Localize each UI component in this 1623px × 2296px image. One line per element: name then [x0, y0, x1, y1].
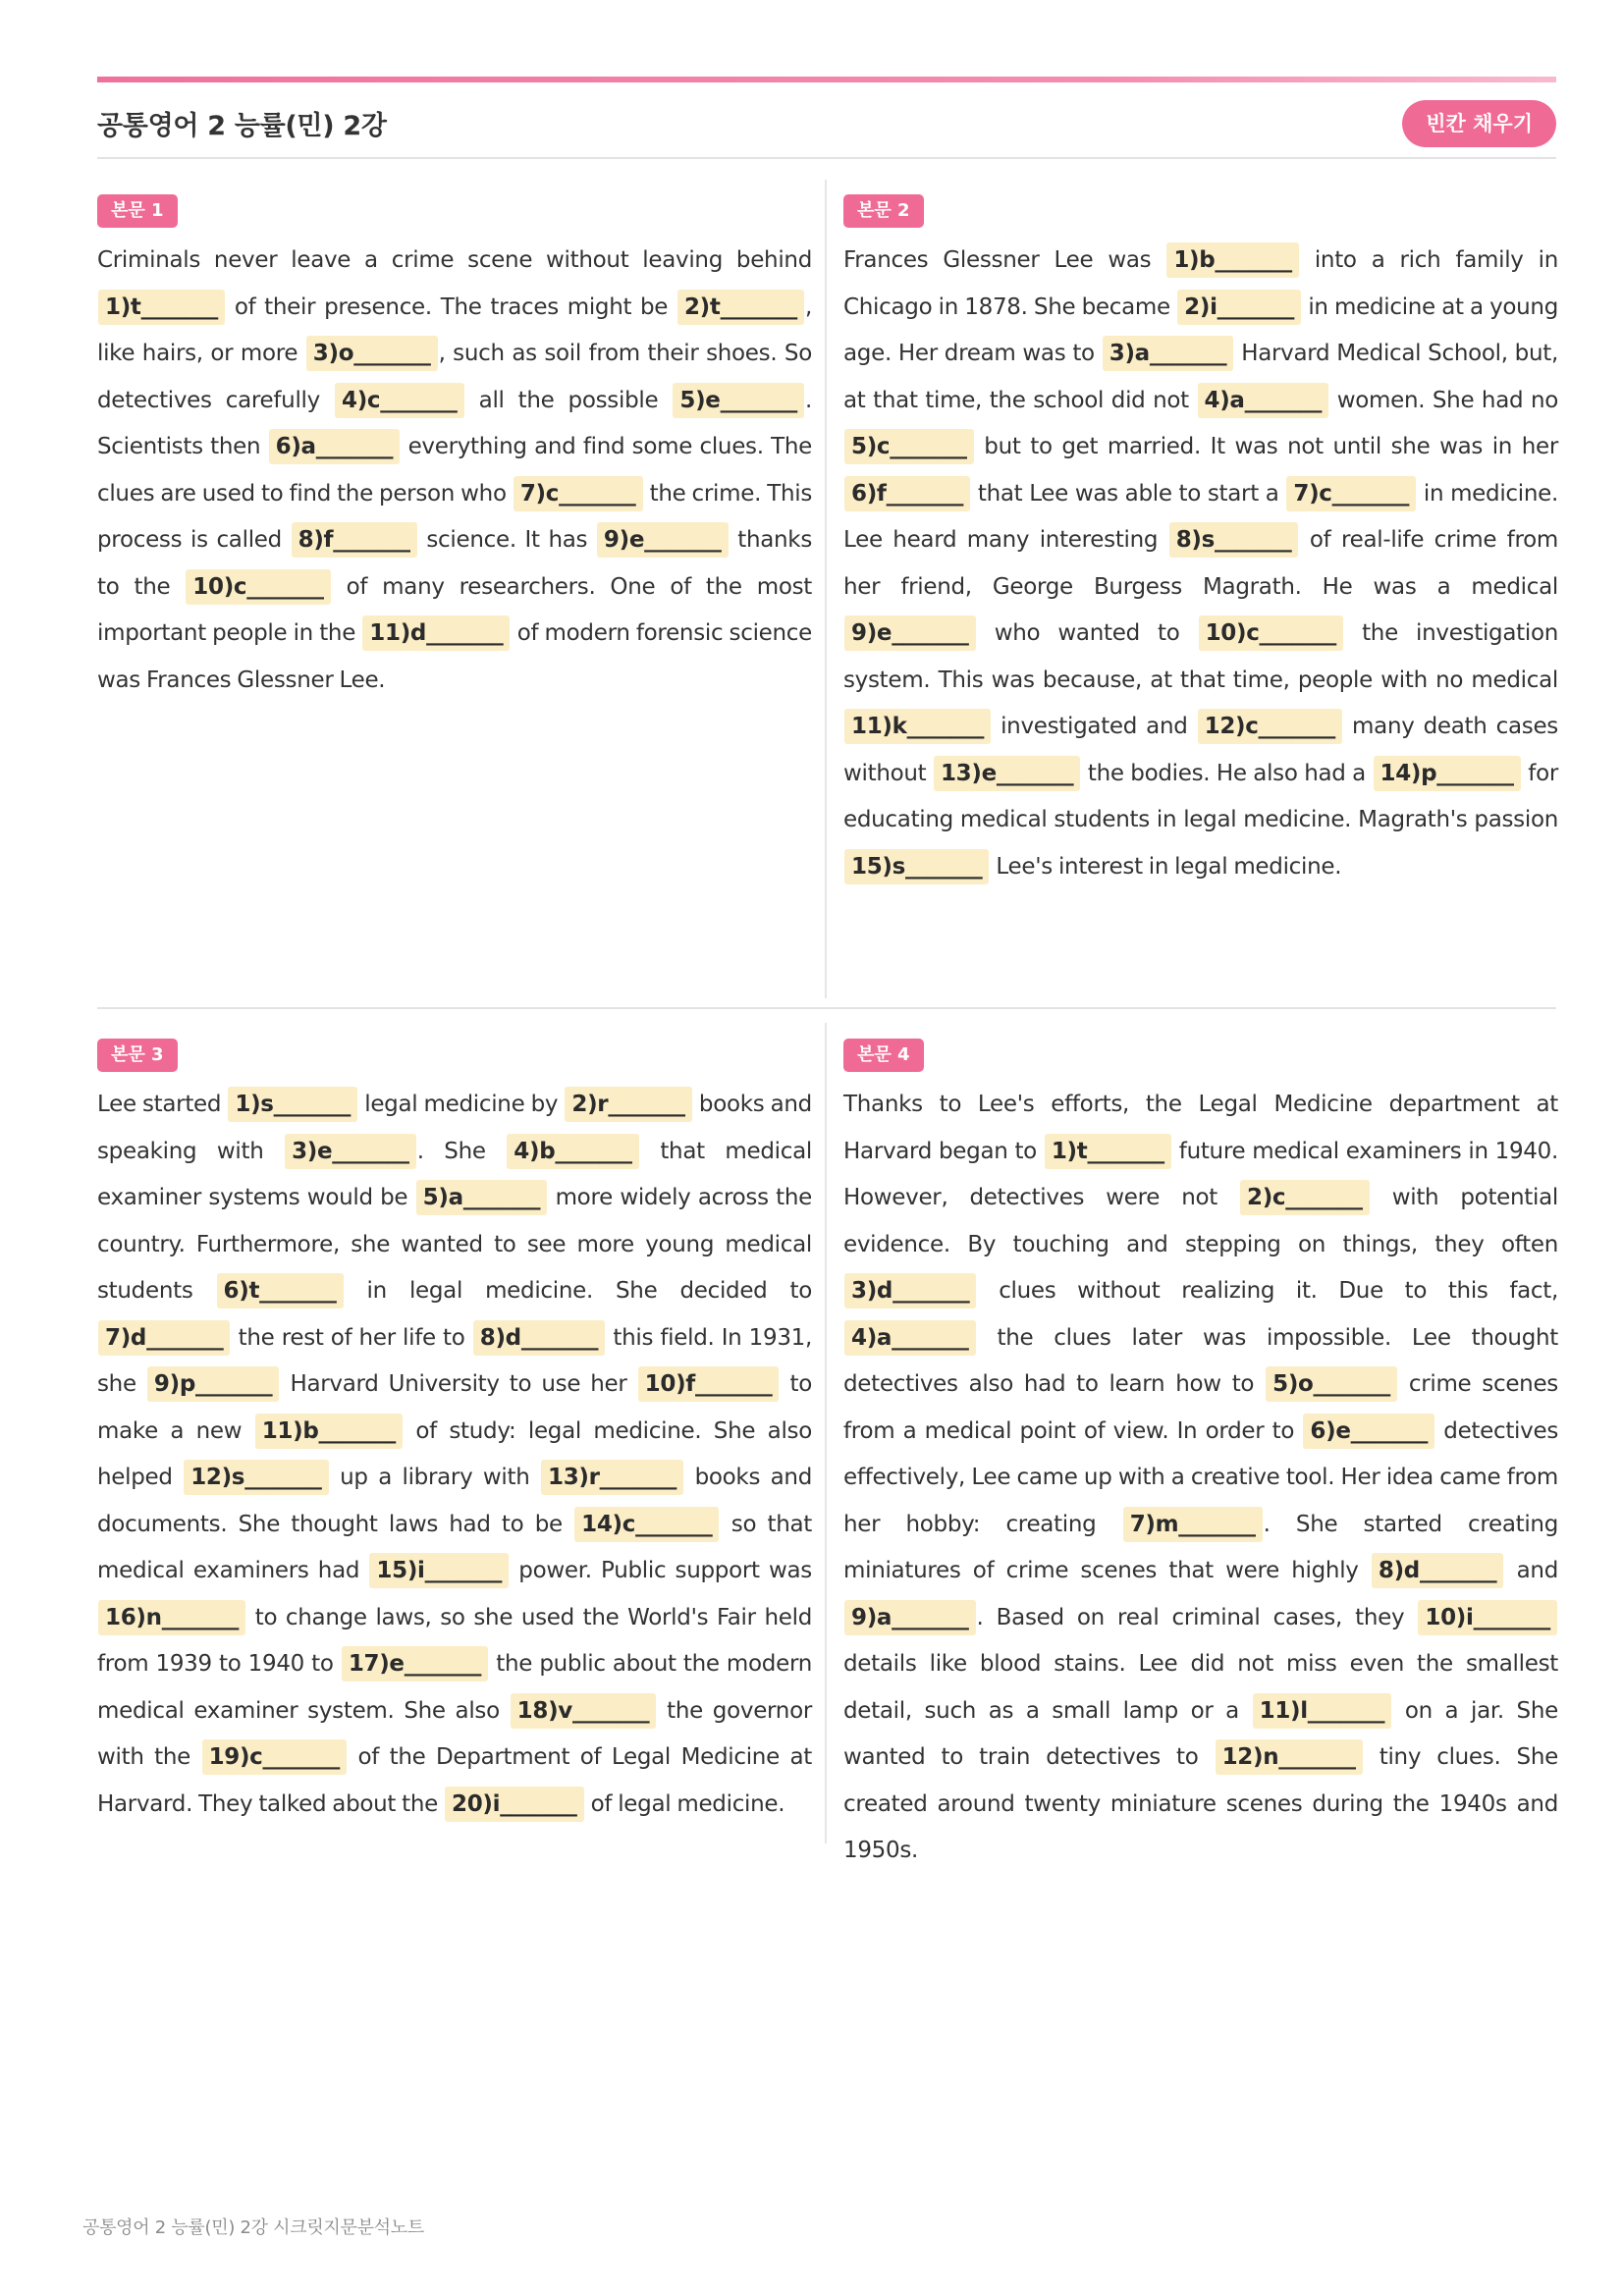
passage-text-run: women. She had no [1329, 387, 1558, 413]
blank-field[interactable]: 1)b_______ [1166, 242, 1298, 278]
blank-field[interactable]: 9)e_______ [844, 615, 976, 651]
row-divider [97, 1007, 1556, 1009]
passage-text-run: of study: legal medicine. She also helped [97, 1417, 812, 1490]
passage-text-run: detectives effectively, Lee came up with a creative tool. Her idea came from her hobby: creating [843, 1417, 1558, 1537]
passage-tag: 본문 2 [843, 194, 924, 228]
passage-text-run: Thanks to Lee's efforts, the Legal Medicine department at Harvard began to [843, 1092, 1558, 1164]
passage-text-run: that medical examiner systems would be [97, 1138, 812, 1210]
passage-text-run: that Lee was able to start a [971, 480, 1286, 507]
passage-text-run: so that medical examiners had [97, 1511, 812, 1583]
passage-text-run: . Based on real criminal cases, they [976, 1604, 1418, 1630]
passage-text-run: tiny clues. She created around twenty miniature scenes during the 1940s and 1950s. [843, 1744, 1558, 1863]
passage-text-run: Harvard University to use her [280, 1371, 637, 1397]
blank-field[interactable]: 5)c_______ [844, 429, 974, 464]
passage-text-run: with potential evidence. By touching and stepping on things, they often [843, 1185, 1558, 1257]
blank-field[interactable]: 8)f_______ [292, 522, 417, 558]
blank-field[interactable]: 2)c_______ [1240, 1180, 1370, 1215]
blank-field[interactable]: 3)a_______ [1103, 336, 1234, 371]
passage-3 [97, 1039, 812, 1828]
passage-text-run: many death cases without [843, 714, 1558, 786]
blank-field[interactable]: 16)n_______ [98, 1600, 245, 1635]
blank-field[interactable]: 15)s_______ [844, 849, 989, 884]
passage-text-run: to make a new [97, 1371, 812, 1444]
column-divider-top [825, 180, 827, 998]
passage-text-run: of their presence. The traces might be [226, 294, 676, 320]
passage-text [843, 238, 1558, 890]
blank-field[interactable]: 4)a_______ [844, 1320, 976, 1356]
passage-text-run: this field. In 1931, she [97, 1324, 812, 1397]
passage-text-run: in medicine. Lee heard many interesting [843, 480, 1558, 553]
passage-text-run: science. It has [417, 527, 596, 553]
blank-field[interactable]: 6)f_______ [844, 476, 970, 511]
blank-field[interactable]: 13)e_______ [934, 756, 1080, 791]
passage-text-run: and [1504, 1558, 1558, 1583]
passage-text-run: the investigation system. This was because, at that time, people with no medical [843, 620, 1559, 693]
blank-field[interactable]: 5)a_______ [416, 1180, 548, 1215]
blank-field[interactable]: 7)c_______ [1286, 476, 1416, 511]
blank-field[interactable]: 10)i_______ [1418, 1600, 1557, 1635]
passage-2 [843, 194, 1558, 890]
blank-field[interactable]: 11)l_______ [1253, 1693, 1392, 1729]
passage-text-run: crime scenes from a medical point of view. In order to [843, 1371, 1558, 1444]
passage-text-run: who wanted to [976, 620, 1198, 646]
blank-field[interactable]: 4)a_______ [1198, 383, 1329, 418]
blank-field[interactable]: 8)s_______ [1169, 522, 1299, 558]
passage-text-run: books and documents. She thought laws had to be [97, 1465, 813, 1537]
page-header [97, 82, 1556, 159]
passage-text [97, 1082, 812, 1828]
passage-tag: 본문 3 [97, 1039, 178, 1072]
passage-text-run: the crime. This process is called [97, 480, 812, 553]
blank-field[interactable]: 6)t_______ [217, 1273, 344, 1308]
passage-text-run: of the Department of Legal Medicine at Harvard. They talked about the [97, 1744, 812, 1817]
passage-text-run: . Scientists then [97, 387, 812, 459]
blank-field[interactable]: 8)d_______ [473, 1320, 605, 1356]
blank-field[interactable]: 8)d_______ [1372, 1553, 1503, 1588]
blank-field[interactable]: 9)a_______ [844, 1600, 976, 1635]
footer-text: 공통영어 2 능률(민) 2강 시크릿지문분석노트 [82, 2217, 424, 2238]
blank-field[interactable]: 2)i_______ [1177, 290, 1301, 325]
passage-text-run: Frances Glessner Lee was [843, 247, 1166, 273]
passage-text-run: more widely across the country. Furthermore, she wanted to see more young medical students [97, 1185, 812, 1304]
blank-field[interactable]: 4)b_______ [507, 1134, 638, 1169]
passage-text-run: thanks to the [97, 527, 813, 600]
blank-field[interactable]: 10)f_______ [638, 1366, 780, 1402]
blank-field[interactable]: 1)t_______ [98, 290, 225, 325]
column-divider-bottom [825, 1023, 827, 1843]
passage-text-run: the clues later was impossible. Lee thought detectives also had to learn how to [843, 1324, 1558, 1397]
blank-field[interactable]: 1)t_______ [1045, 1134, 1171, 1169]
passage-text-run: future medical examiners in 1940. However, detectives were not [843, 1138, 1558, 1210]
blank-field[interactable]: 7)c_______ [514, 476, 643, 511]
passage-text-run: . She [416, 1138, 507, 1164]
passage-text-run: of modern forensic science was Frances Glessner Lee. [97, 620, 812, 693]
blank-field[interactable]: 10)c_______ [1199, 615, 1343, 651]
blank-field[interactable]: 12)s_______ [184, 1460, 328, 1495]
passage-text-run: , like hairs, or more [97, 294, 812, 366]
passage-text-run: but to get married. It was not until she was in her [974, 434, 1558, 459]
page-title: 공통영어 2 능률(민) 2강 [97, 111, 387, 141]
passage-text-run: Criminals never leave a crime scene without leaving behind [97, 247, 812, 273]
blank-field[interactable]: 2)t_______ [677, 290, 804, 325]
passage-text-run: in medicine at a young age. Her dream was to [843, 294, 1559, 366]
fill-in-blank-button[interactable]: 빈칸 채우기 [1402, 100, 1556, 147]
passage-text-run: everything and find some clues. The clues are used to find the person who [97, 434, 812, 507]
blank-field[interactable]: 9)p_______ [147, 1366, 279, 1402]
blank-field[interactable]: 20)i_______ [445, 1787, 584, 1822]
passage-1 [97, 194, 812, 704]
blank-field[interactable]: 3)d_______ [844, 1273, 976, 1308]
blank-field[interactable]: 7)d_______ [98, 1320, 230, 1356]
blank-field[interactable]: 10)c_______ [186, 569, 330, 605]
passage-tag: 본문 4 [843, 1039, 924, 1072]
passage-text-run: investigated and [992, 714, 1197, 739]
passage-text-run: into a rich family in Chicago in 1878. She became [843, 247, 1558, 320]
passage-text-run: Harvard Medical School, but, at that time, the school did not [843, 341, 1558, 413]
blank-field[interactable]: 15)i_______ [369, 1553, 509, 1588]
passage-text-run: in legal medicine. She decided to [344, 1278, 812, 1304]
passage-text-run: power. Public support was [510, 1558, 812, 1583]
passage-text-run: of many researchers. One of the most important people in the [97, 573, 812, 646]
passage-4 [843, 1039, 1558, 1875]
passage-text-run: for educating medical students in legal medicine. Magrath's passion [843, 760, 1559, 832]
blank-field[interactable]: 11)k_______ [844, 709, 991, 744]
blank-field[interactable]: 5)e_______ [673, 383, 804, 418]
passage-text-run: legal medicine by [358, 1092, 565, 1117]
passage-text-run: the public about the modern medical examiner system. She also [97, 1651, 812, 1724]
passage-text-run: Lee's interest in legal medicine. [990, 853, 1342, 880]
blank-field[interactable]: 11)b_______ [255, 1414, 403, 1449]
passage-text-run: details like blood stains. Lee did not miss even the smallest detail, such as a small lamp or a [843, 1651, 1558, 1724]
passage-text-run: to change laws, so she used the World's Fair held from 1939 to 1940 to [97, 1604, 812, 1677]
blank-field[interactable]: 9)e_______ [597, 522, 729, 558]
passage-text-run: of legal medicine. [584, 1790, 785, 1817]
blank-field[interactable]: 13)r_______ [541, 1460, 683, 1495]
blank-field[interactable]: 14)c_______ [574, 1507, 719, 1542]
blank-field[interactable]: 12)c_______ [1198, 709, 1342, 744]
blank-field[interactable]: 1)s_______ [228, 1087, 357, 1122]
passage-text-run: books and speaking with [97, 1092, 812, 1164]
passage-tag: 본문 1 [97, 194, 178, 228]
passage-text [843, 1082, 1558, 1875]
passage-text-run: . She started creating miniatures of crime scenes that were highly [843, 1511, 1558, 1583]
blank-field[interactable]: 7)m_______ [1123, 1507, 1263, 1542]
passage-text-run: clues without realizing it. Due to this fact, [977, 1278, 1558, 1304]
passage-text-run: the bodies. He also had a [1081, 760, 1373, 786]
passage-text-run: of real-life crime from her friend, George Burgess Magrath. He was a medical [843, 527, 1558, 600]
blank-field[interactable]: 19)c_______ [202, 1739, 347, 1775]
blank-field[interactable]: 18)v_______ [511, 1693, 657, 1729]
passage-text-run: on a jar. She wanted to train detectives to [843, 1697, 1558, 1770]
blank-field[interactable]: 4)c_______ [335, 383, 464, 418]
blank-field[interactable]: 5)o_______ [1266, 1366, 1397, 1402]
passage-text-run: the governor with the [97, 1697, 812, 1770]
blank-field[interactable]: 14)p_______ [1374, 756, 1521, 791]
passage-text-run: Lee started [97, 1092, 228, 1117]
blank-field[interactable]: 11)d_______ [362, 615, 510, 651]
passage-text-run: all the possible [464, 387, 673, 413]
blank-field[interactable]: 3)e_______ [285, 1134, 416, 1169]
passage-text-run: the rest of her life to [231, 1324, 472, 1351]
blank-field[interactable]: 3)o_______ [306, 336, 438, 371]
blank-field[interactable]: 6)a_______ [269, 429, 401, 464]
blank-field[interactable]: 6)e_______ [1303, 1414, 1434, 1449]
blank-field[interactable]: 17)e_______ [342, 1646, 488, 1682]
passage-text-run: , such as soil from their shoes. So detectives carefully [97, 341, 812, 413]
passage-text [97, 238, 812, 704]
blank-field[interactable]: 2)r_______ [565, 1087, 691, 1122]
blank-field[interactable]: 12)n_______ [1216, 1739, 1363, 1775]
passage-text-run: up a library with [329, 1465, 541, 1490]
